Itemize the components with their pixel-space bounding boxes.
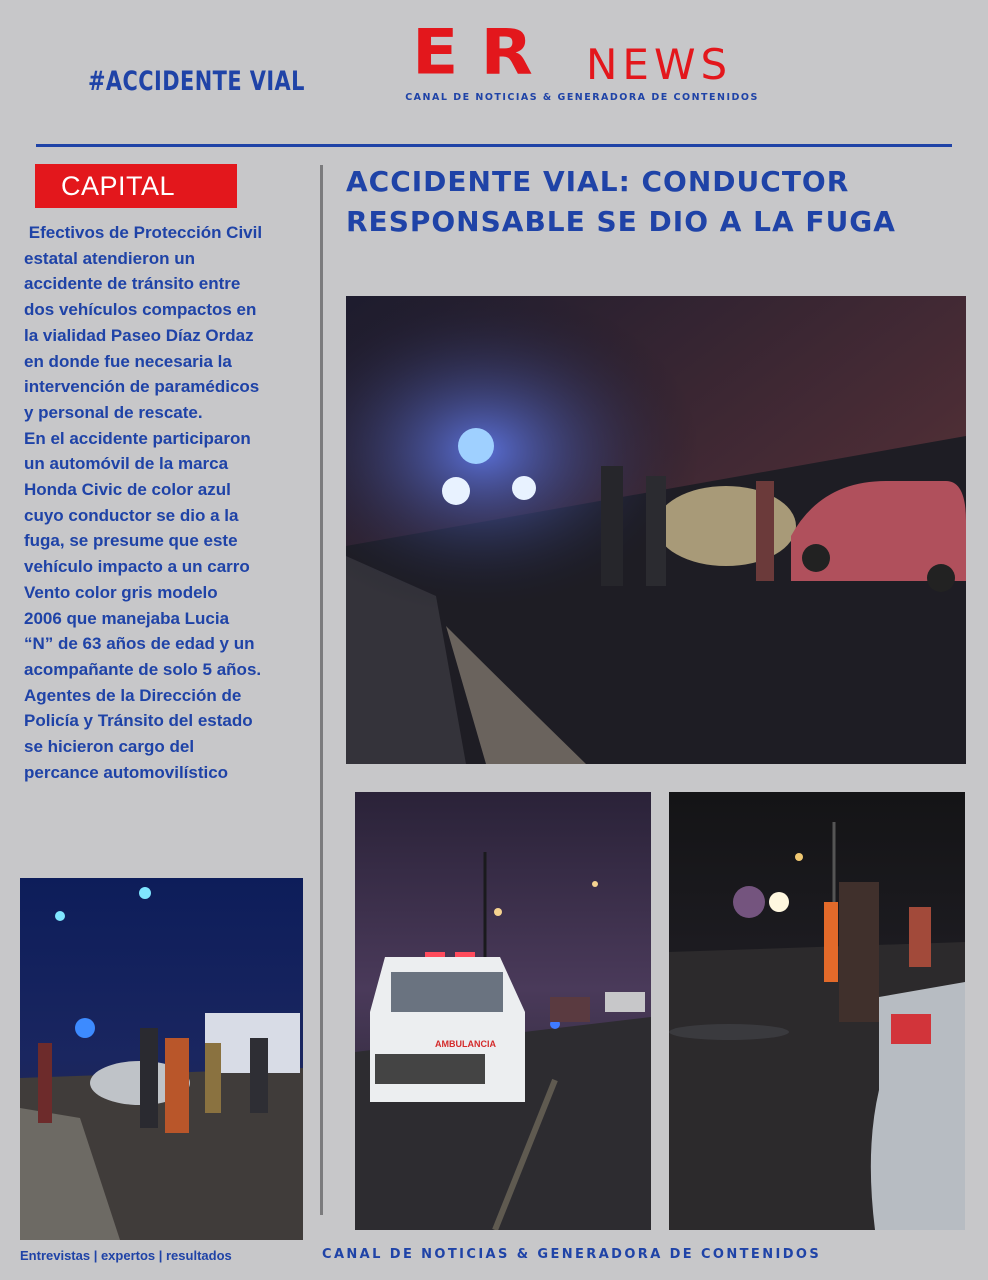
- article-headline: ACCIDENTE VIAL: CONDUCTOR RESPONSABLE SE DIO A LA FUGA: [346, 165, 896, 238]
- photo-roadside-vehicles: [669, 792, 965, 1230]
- column-divider: [320, 165, 323, 1215]
- photo-rescue-personnel: [20, 878, 303, 1240]
- logo-er: ER: [412, 16, 555, 90]
- photo-ambulance: [355, 792, 651, 1230]
- brand-logo: [405, 16, 790, 110]
- photo-main-accident-scene: [346, 296, 966, 764]
- footer-links: Entrevistas | expertos | resultados: [20, 1248, 232, 1263]
- section-badge: CAPITAL: [35, 164, 237, 208]
- ambulance-lettering: AMBULANCIA: [435, 1039, 496, 1049]
- logo-news: NEWS: [586, 40, 733, 89]
- header-divider: [36, 144, 952, 147]
- hashtag-label: #ACCIDENTE VIAL: [88, 66, 305, 97]
- footer-tagline: CANAL DE NOTICIAS & GENERADORA DE CONTENIDOS: [322, 1247, 822, 1262]
- logo-tagline: CANAL DE NOTICIAS & GENERADORA DE CONTENIDOS: [405, 92, 759, 103]
- article-body: Efectivos de Protección Civil estatal atendieron un accidente de tránsito entre dos vehículos compactos en la vialidad Paseo Díaz Ordaz en donde fue necesaria la intervención de paramédicos y personal de rescate. En el accidente participaron un automóvil de la marca Honda Civic de color azul cuyo conductor se dio a la fuga, se presume que este vehículo impacto a un carro Vento color gris modelo 2006 que manejaba Lucia “N” de 63 años de edad y un acompañante de solo 5 años. Agentes de la Dirección de Policía y Tránsito del estado se hicieron cargo del percance automovilístico: [24, 223, 263, 782]
